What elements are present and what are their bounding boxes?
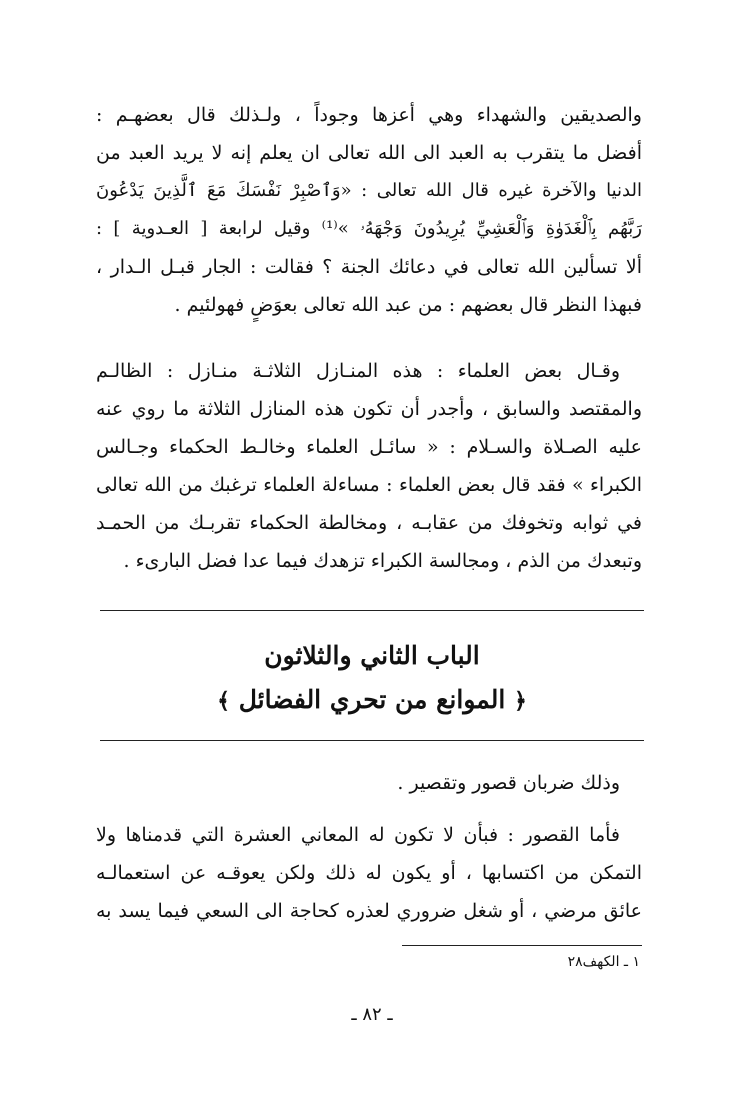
chapter-divider-bottom xyxy=(100,740,644,741)
text-line-quran: الدنيا والآخرة غيره قال الله تعالى : «وَٱصْبِرْ نَفْسَكَ مَعَ ٱلَّذِينَ يَدْعُونَ xyxy=(96,180,642,201)
chapter-subtitle-text: الموانع من تحري الفضائل xyxy=(238,685,506,714)
text-line: وذلك ضربان قصور وتقصير . xyxy=(397,772,620,794)
text-line: فبهذا النظر قال بعضهم : من عبد الله تعالى بعوَضٍ فهولئيم . xyxy=(174,294,642,316)
text-line: عليه الصـلاة والسـلام : « سائـل العلماء وخالـط الحكماء وجـالس xyxy=(96,436,642,458)
text-line: والصديقين والشهداء وهي أعزها وجوداً ، ولـذلك قال بعضهـم : xyxy=(96,104,642,126)
paragraph-4 xyxy=(96,816,642,930)
text-line: عائق مرضي ، أو شغل ضروري لعذره كحاجة الى السعي فيما يسد به xyxy=(96,900,642,922)
chapter-divider-top xyxy=(100,610,644,611)
text-line: ألا تسألين الله تعالى في دعائك الجنة ؟ فقالت : الجار قبـل الـدار ، xyxy=(96,256,642,278)
text-line: وقـال بعض العلماء : هذه المنـازل الثلاثـة منـازل : الظالـم xyxy=(96,360,620,382)
text-line: والمقتصد والسابق ، وأجدر أن تكون هذه المنازل الثلاثة ما روي عنه xyxy=(96,398,642,420)
text-line: في ثوابه وتخوفك من عقابـه ، ومخالطة الحكماء تقربـك من الحمـد xyxy=(96,512,642,534)
text-line: التمكن من اكتسابها ، أو يكون له ذلك ولكن يعوقـه عن استعمالـه xyxy=(96,862,642,884)
footnote-divider xyxy=(402,945,642,946)
text-line: وتبعدك من الذم ، ومجالسة الكبراء تزهدك فيما عدا فضل البارىء . xyxy=(123,550,642,572)
ornate-bracket-close: ﴾ xyxy=(217,688,231,714)
footnote: ١ ـ الكهف٢٨ xyxy=(567,954,640,970)
ornate-bracket-open: ﴿ xyxy=(513,688,527,714)
page-number: ـ ٨٢ ـ xyxy=(351,1004,393,1025)
text-line-quran: رَبَّهُم بِٱلْغَدَوٰةِ وَٱلْعَشِيِّ يُرِيدُونَ وَجْهَهُۥ »⁽¹⁾ وقيل لرابعة [ العـدوية ] : xyxy=(96,218,642,239)
paragraph-1 xyxy=(96,96,642,324)
chapter-title: الباب الثاني والثلاثون xyxy=(264,641,480,670)
paragraph-3 xyxy=(96,764,642,802)
text-line: أفضل ما يتقرب به العبد الى الله تعالى ان يعلم إنه لا يريد العبد من xyxy=(96,142,642,164)
text-line: فأما القصور : فبأن لا تكون له المعاني العشرة التي قدمناها ولا xyxy=(96,824,620,846)
chapter-subtitle xyxy=(100,680,644,721)
text-line: الكبراء » فقد قال بعض العلماء : مساءلة العلماء ترغبك من الله تعالى xyxy=(96,474,642,496)
paragraph-2 xyxy=(96,352,642,580)
